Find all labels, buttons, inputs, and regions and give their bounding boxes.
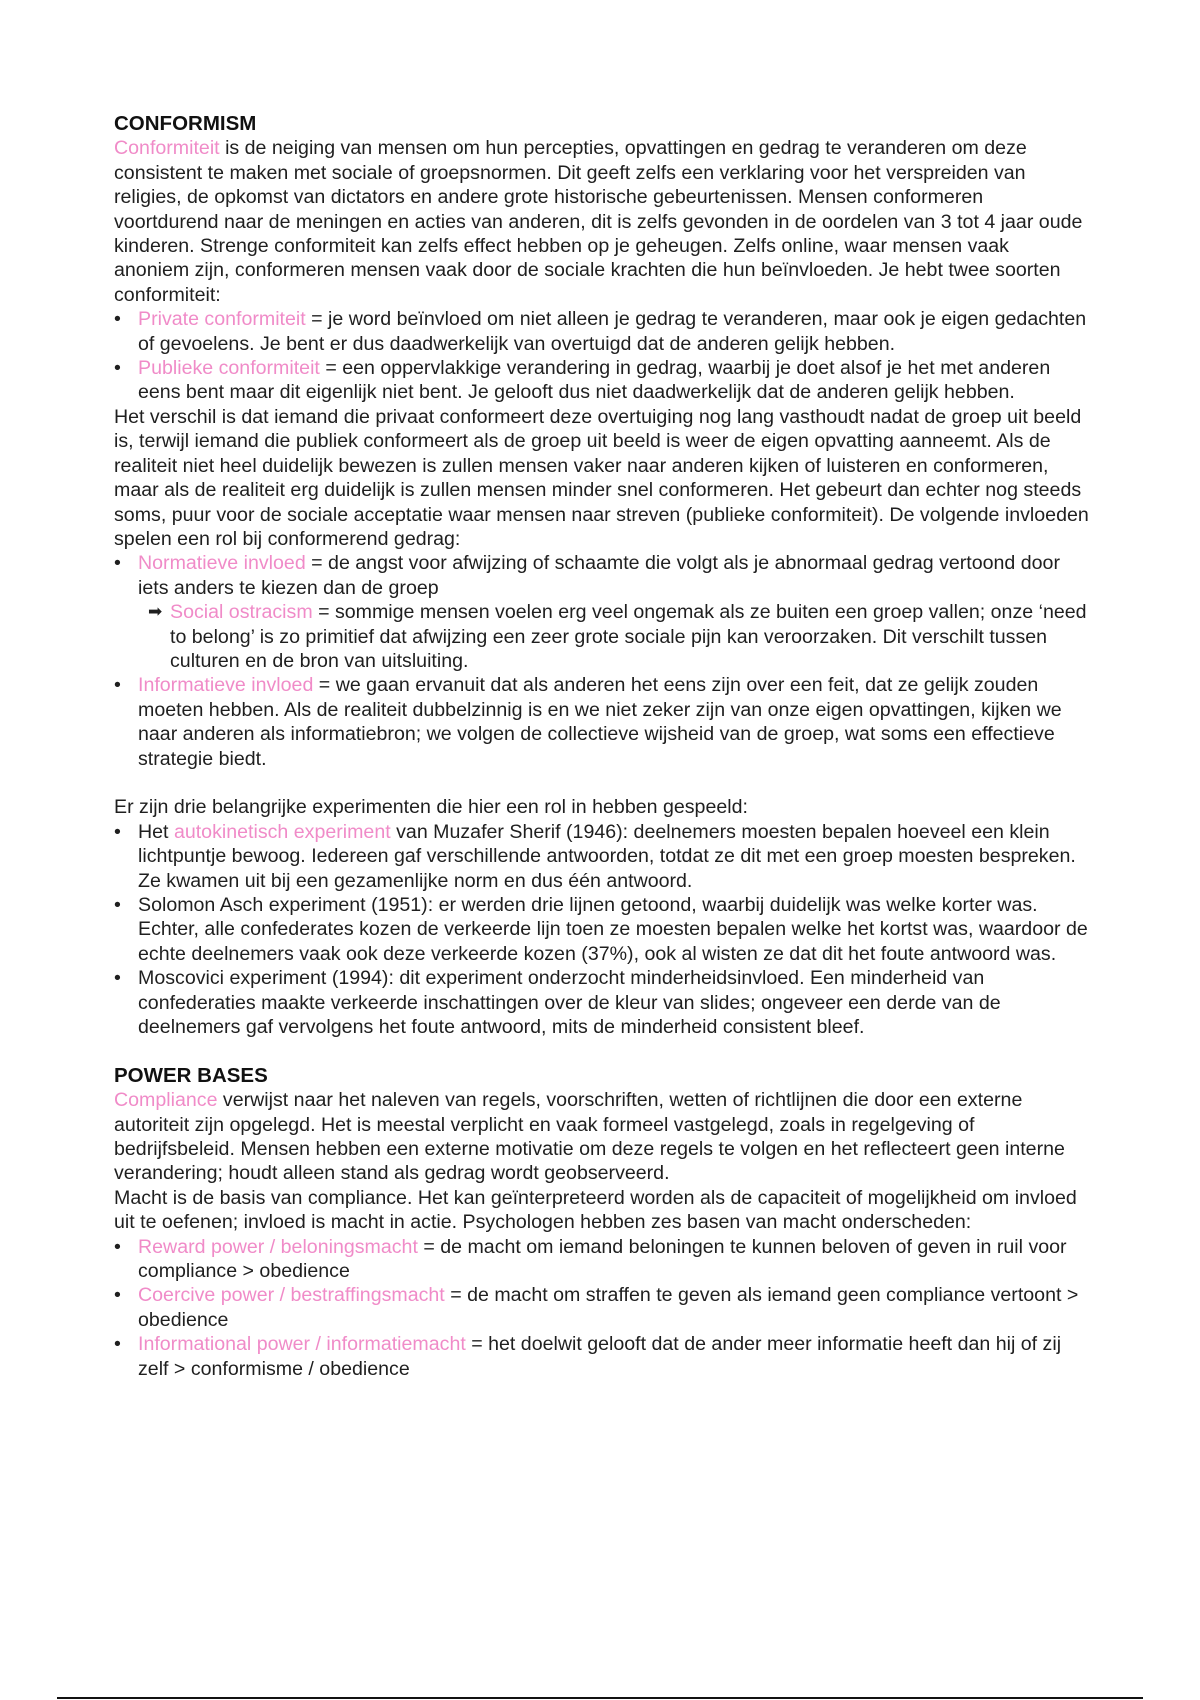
list-item	[114, 307, 1089, 356]
list-item	[114, 356, 1089, 405]
list-item	[114, 1235, 1089, 1284]
document-page	[114, 112, 1089, 1381]
conformism-intro-text: is de neiging van mensen om hun percepties, opvattingen en gedrag te veranderen om deze consistent te maken met sociale of groepsnormen. Dit geeft zelfs een verklaring voor het verspreiden van religies, de opkomst van dictators en andere grote historische gebeurtenissen. Mensen conformeren voortdurend naar de meningen en acties van anderen, dit is zelfs gevonden in de oordelen van 3 tot 4 jaar oude kinderen. Strenge conformiteit kan zelfs effect hebben op je geheugen. Zelfs online, waar mensen vaak anoniem zijn, conformeren mensen vaak door de sociale krachten die hun beïnvloeden. Je hebt twee soorten conformiteit:	[114, 137, 1083, 306]
list-item-text: = de angst voor afwijzing of schaamte die volgt als je abnormaal gedrag vertoond door iets anders te kiezen dan de groep	[138, 552, 1060, 599]
list-item-text: van Muzafer Sherif (1946): deelnemers moesten bepalen hoeveel een klein lichtpuntje bewoog. Iedereen gaf verschillende antwoorden, totdat ze dit met een groep moesten bespreken. Ze kwamen uit bij een gezamenlijke norm en dus één antwoord.	[138, 820, 1076, 892]
list-item	[114, 893, 1089, 966]
conformity-types-list	[114, 307, 1089, 405]
term-normatieve-invloed: Normatieve invloed	[138, 552, 306, 575]
list-item-text: = de macht om straffen te geven als iemand geen compliance vertoont > obedience	[138, 1284, 1079, 1331]
term-informatieve-invloed: Informatieve invloed	[138, 674, 314, 697]
term-reward-power: Reward power / beloningsmacht	[138, 1235, 418, 1258]
conformism-difference-paragraph: Het verschil is dat iemand die privaat conformeert deze overtuiging nog lang vasthoudt nadat de groep uit beeld is, terwijl iemand die publiek conformeert als de groep uit beeld is weer de eigen opvatting aanneemt. Als de realiteit niet heel duidelijk bewezen is zullen mensen vaker naar anderen kijken of luisteren en conformeren, maar als de realiteit erg duidelijk is zullen mensen minder snel conformeren. Het gebeurt dan echter nog steeds soms, puur voor de sociale acceptatie waar mensen naar streven (publieke conformiteit). De volgende invloeden spelen een rol bij conformerend gedrag:	[114, 405, 1089, 550]
list-item-text: = we gaan ervanuit dat als anderen het eens zijn over een feit, dat ze gelijk zouden moeten hebben. Als de realiteit dubbelzinnig is en we niet zeker zijn van onze eigen opvattingen, kijken we naar anderen als informatiebron; we volgen de collectieve wijsheid van de groep, wat soms een effectieve strategie biedt.	[138, 674, 1062, 770]
term-publieke-conformiteit: Publieke conformiteit	[138, 357, 320, 380]
list-item-text: = je word beïnvloed om niet alleen je gedrag te veranderen, maar ook je eigen gedachten of gevoelens. Je bent er dus daadwerkelijk van overtuigd dat de anderen gelijk hebben.	[138, 308, 1087, 355]
influences-list	[114, 551, 1089, 771]
list-item-text: Solomon Asch experiment (1951): er werden drie lijnen getoond, waarbij duidelijk was welke korter was. Echter, alle confederates kozen de verkeerde lijn toen ze moesten bepalen welke het kortst was, waardoor de echte deelnemers vaak ook deze verkeerde kozen (37%), ook al wisten ze dat dit het foute antwoord was.	[138, 893, 1088, 965]
term-autokinetisch-experiment: autokinetisch experiment	[173, 820, 391, 843]
power-bases-list	[114, 1235, 1089, 1381]
power-paragraph: Macht is de basis van compliance. Het kan geïnterpreteerd worden als de capaciteit of mogelijkheid om invloed uit te oefenen; invloed is macht in actie. Psychologen hebben zes basen van macht onderscheden:	[114, 1186, 1077, 1234]
list-item-text: Moscovici experiment (1994): dit experiment onderzocht minderheidsinvloed. Een minderheid van confederaties maakte verkeerde inschattingen over de kleur van slides; ongeveer een derde van de deelnemers gaf vervolgens het foute antwoord, mits de minderheid consistent bleef.	[138, 967, 1001, 1039]
compliance-intro-text: verwijst naar het naleven van regels, voorschriften, wetten of richtlijnen die door een externe autoriteit zijn opgelegd. Het is meestal verplicht en vaak formeel vastgelegd, zoals in regelgeving of bedrijfsbeleid. Mensen hebben een externe motivatie om deze regels te volgen en het reflecteert geen interne verandering; houdt alleen stand als gedrag wordt geobserveerd.	[114, 1089, 1065, 1185]
term-private-conformiteit: Private conformiteit	[138, 308, 306, 331]
term-informational-power: Informational power / informatiemacht	[138, 1333, 466, 1356]
term-compliance: Compliance	[114, 1089, 218, 1112]
section-heading-conformism: CONFORMISM	[114, 112, 257, 135]
spacer	[114, 771, 1089, 795]
list-item	[114, 551, 1089, 673]
list-item	[114, 1332, 1089, 1381]
experiments-list	[114, 820, 1089, 1040]
page-bottom-divider	[57, 1697, 1143, 1699]
conformism-intro	[114, 136, 1089, 307]
section-heading-power-bases: POWER BASES	[114, 1063, 268, 1087]
list-item	[114, 1283, 1089, 1332]
list-item	[114, 820, 1089, 893]
arrow-right-icon: ➡	[148, 602, 163, 622]
sub-item-text: = sommige mensen voelen erg veel ongemak als ze buiten een groep vallen; onze ‘need to belong’ is zo primitief dat afwijzing een zeer grote sociale pijn kan veroorzaken. Dit verschilt tussen culturen en de bron van uitsluiting.	[170, 601, 1087, 672]
sub-item-social-ostracism	[138, 600, 1089, 673]
list-item-text: = het doelwit gelooft dat de ander meer informatie heeft dan hij of zij zelf > conformisme / obedience	[138, 1333, 1062, 1380]
term-coercive-power: Coercive power / bestraffingsmacht	[138, 1284, 445, 1307]
list-item	[114, 966, 1089, 1039]
term-conformiteit: Conformiteit	[114, 137, 220, 160]
list-item-text: = de macht om iemand beloningen te kunnen beloven of geven in ruil voor compliance > obedience	[138, 1235, 1067, 1283]
list-item-prefix: Het	[138, 820, 174, 843]
term-social-ostracism: Social ostracism	[170, 601, 313, 624]
spacer	[114, 1039, 1089, 1063]
list-item	[114, 673, 1089, 771]
list-item-text: = een oppervlakkige verandering in gedrag, waarbij je doet alsof je het met anderen eens bent maar dit eigenlijk niet bent. Je gelooft dus niet daadwerkelijk dat de anderen gelijk hebben.	[138, 357, 1051, 404]
experiments-intro: Er zijn drie belangrijke experimenten die hier een rol in hebben gespeeld:	[114, 796, 748, 819]
compliance-intro	[114, 1088, 1089, 1186]
